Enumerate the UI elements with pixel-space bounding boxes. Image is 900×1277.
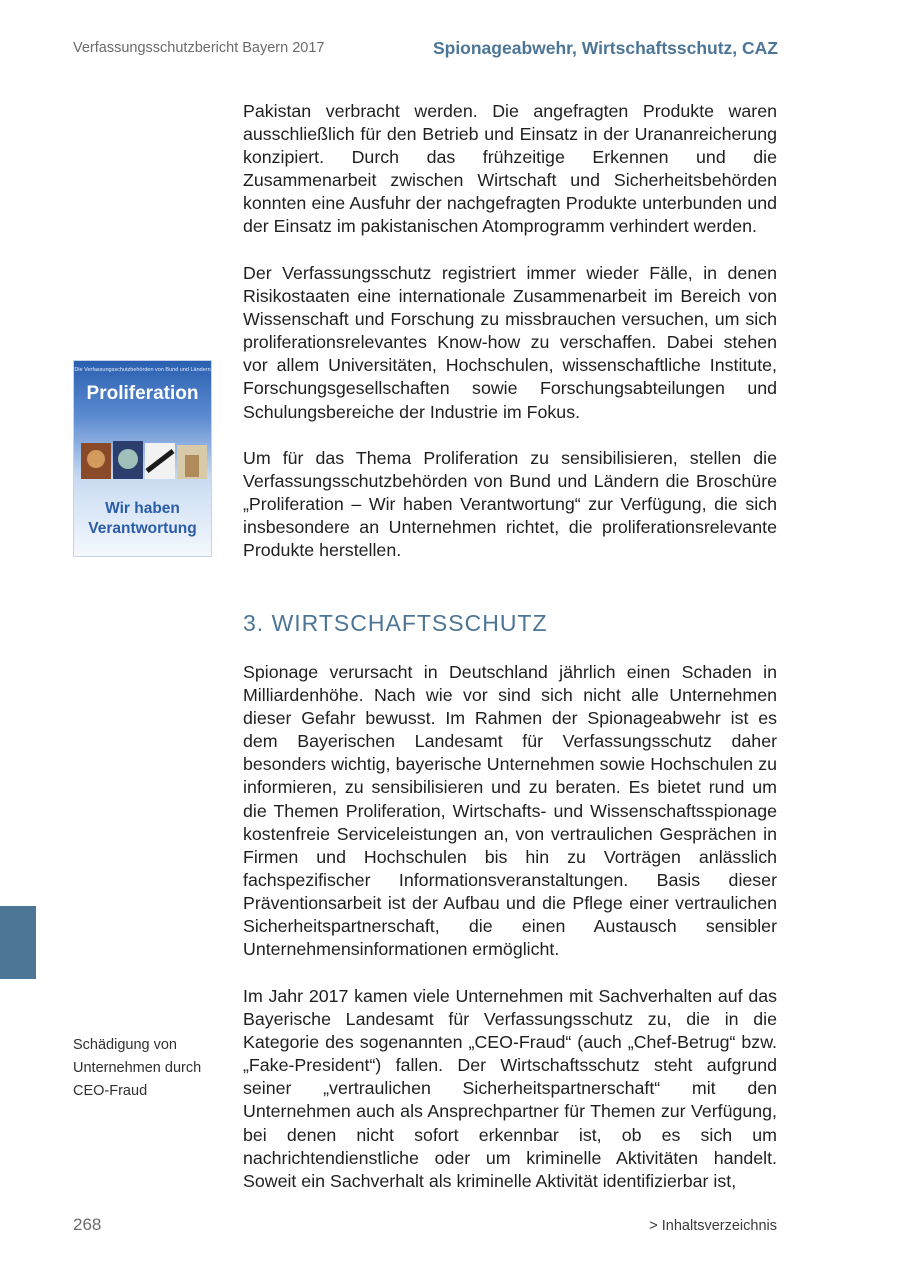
paragraph-ceo-fraud [243, 985, 777, 1193]
brochure-subtitle-line: Verantwortung [88, 520, 197, 537]
brochure-subtitle [74, 499, 211, 539]
paragraph-text: Um für das Thema Proliferation zu sensibilisieren, stellen die Verfassungsschutzbehörden von Bund und Ländern die Broschüre „Proliferation – Wir haben Verantwortung“ zur Verfügung, die sich insbesondere an Unternehmen richtet, die proliferationsrelevante Produkte herstellen. [243, 448, 777, 561]
brochure-top-text: Die Verfassungsschutzbehörden von Bund und Ländern [74, 367, 211, 373]
brochure-photo-strip [81, 441, 207, 481]
margin-note-line: Schädigung von [73, 1037, 177, 1053]
paragraph-text: Der Verfassungsschutz registriert immer wieder Fälle, in denen Risikostaaten eine internationale Zusammenarbeit im Bereich von Wissenschaft und Forschung zu missbrauchen versuchen, um sich proliferationsrelevantes Know-how zu verschaffen. Dabei stehen vor allem Universitäten, Hochschulen, wissenschaftliche Institute, Forschungsgesellschaften sowie Forschungsabteilungen und Schulungsbereiche der Industrie im Fokus. [243, 263, 777, 422]
chapter-side-tab [0, 906, 36, 979]
section-heading: 3. WIRTSCHAFTSSCHUTZ [243, 610, 548, 636]
paragraph-text: Spionage verursacht in Deutschland jährlich einen Schaden in Milliardenhöhe. Nach wie vor sind sich nicht alle Unternehmen dieser Gefahr bewusst. Im Rahmen der Spionageabwehr ist es dem Bayerischen Landesamt für Verfassungsschutz daher besonders wichtig, bayerische Unternehmen sowie Hochschulen zu informieren, zu sensibilisieren und zu beraten. Es bietet rund um die Themen Proliferation, Wirtschafts- und Wissenschaftsspionage kostenfreie Serviceleistungen an, von vertraulichen Gesprächen in Firmen und Hochschulen bis hin zu Vorträgen anlässlich fachspezifischer Informationsveranstaltungen. Basis dieser Präventionsarbeit ist der Aufbau und die Pflege einer vertraulichen Sicherheitspartnerschaft, die einen Austausch sensibler Unternehmensinformationen ermöglicht. [243, 662, 777, 960]
paragraph-research-misuse [243, 262, 777, 424]
brochure-title: Proliferation [86, 383, 199, 404]
brochure-subtitle-line: Wir haben [105, 500, 180, 517]
paragraph-brochure [243, 447, 777, 562]
running-header-left: Verfassungsschutzbericht Bayern 2017 [73, 40, 325, 56]
paragraph-text: Pakistan verbracht werden. Die angefragten Produkte waren ausschließlich für den Betrieb und Einsatz in der Urananreicherung konzipiert. Durch das frühzeitige Erkennen und die Zusammenarbeit zwischen Wirtschaft und Sicherheitsbehörden konnten eine Ausfuhr der nachgefragten Produkte unterbunden und der Einsatz im pakistanischen Atomprogramm verhindert werden. [243, 101, 777, 237]
margin-note-line: CEO-Fraud [73, 1083, 148, 1099]
paragraph-text: Im Jahr 2017 kamen viele Unternehmen mit Sachverhalten auf das Bayerische Landesamt für Verfassungsschutz zu, die in die Kategorie des sogenannten „CEO-Fraud“ (auch „Chef-Betrug“ bzw. „Fake-President“) fallen. Der Wirtschaftsschutz steht aufgrund seiner „vertraulichen Sicherheitspartnerschaft“ mit den Unternehmen auch als Ansprechpartner für Themen zur Verfügung, bei denen nicht sofort erkennbar ist, ob es sich um nachrichtendienstliche oder um kriminelle Aktivitäten handelt. Soweit ein Sachverhalt als kriminelle Aktivität identifizierbar ist, [243, 986, 777, 1191]
paragraph-pakistan [243, 100, 777, 239]
paragraph-espionage [243, 661, 777, 961]
running-header-right: Spionageabwehr, Wirtschaftsschutz, CAZ [432, 38, 778, 58]
brochure-cover-image [73, 360, 212, 557]
margin-note-line: Unternehmen durch [73, 1060, 202, 1076]
margin-note [73, 1034, 223, 1103]
page-number: 268 [73, 1215, 102, 1234]
toc-link[interactable]: > Inhaltsverzeichnis [649, 1218, 777, 1234]
